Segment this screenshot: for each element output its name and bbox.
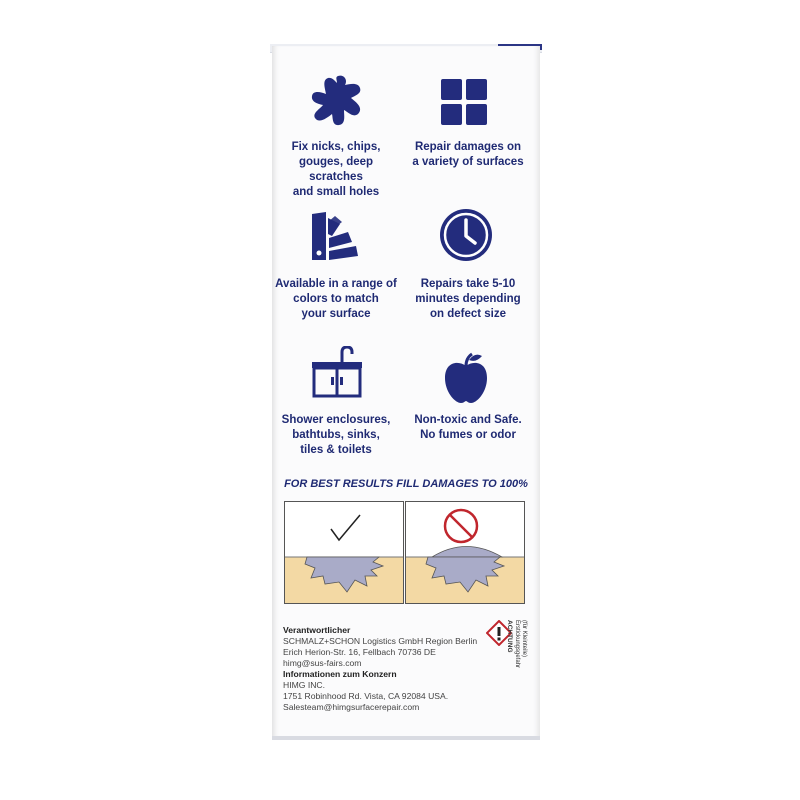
legal-line: 1751 Robinhood Rd. Vista, CA 92084 USA.	[283, 691, 449, 701]
feature-line: Repairs take 5-10	[420, 278, 516, 290]
feature-line: No fumes or odor	[420, 429, 516, 441]
feature-text-surfaces	[271, 413, 401, 458]
feature-text-non-toxic	[403, 413, 533, 443]
feature-line: your surface	[301, 308, 371, 320]
company-heading: Informationen zum Konzern	[283, 669, 397, 679]
legal-line: Erich Herion-Str. 16, Fellbach 70736 DE	[283, 647, 436, 657]
feature-text-repair-damages	[403, 140, 533, 170]
feature-line: tiles & toilets	[300, 444, 372, 456]
warning-line: Erstickungsgefahr	[514, 620, 520, 669]
legal-block	[283, 625, 477, 713]
feature-line: on defect size	[429, 308, 507, 320]
checkmark-icon	[331, 515, 360, 540]
feature-line: minutes depending	[415, 293, 521, 305]
feature-line: a variety of surfaces	[412, 156, 524, 168]
sink-cabinet-icon	[312, 346, 362, 398]
apple-icon	[442, 352, 490, 404]
correct-fill-illustration	[284, 501, 404, 604]
prohibited-icon	[445, 510, 477, 542]
warning-line: (für Kleinteile)	[521, 620, 527, 658]
feature-line: colors to match	[293, 293, 379, 305]
warning-title: ACHTUNG	[506, 620, 513, 653]
feature-text-repair-time	[403, 277, 533, 322]
feature-line: and small holes	[292, 186, 380, 198]
overfill-illustration	[405, 501, 525, 604]
feature-line: Non-toxic and Safe.	[414, 414, 522, 426]
tiles-icon	[441, 79, 487, 125]
feature-line: Available in a range of	[275, 278, 397, 290]
feature-line: bathtubs, sinks,	[292, 429, 380, 441]
legal-line: HIMG INC.	[283, 680, 326, 690]
feature-text-fix-nicks	[271, 140, 401, 200]
legal-line: Salesteam@himgsurfacerepair.com	[283, 702, 420, 712]
feature-line: Repair damages on	[414, 141, 522, 153]
feature-line: Fix nicks, chips,	[291, 141, 381, 153]
warning-text	[505, 620, 555, 690]
legal-line: SCHMALZ+SCHON Logistics GmbH Region Berlin	[283, 636, 478, 646]
feature-text-colors	[271, 277, 401, 322]
feature-line: Shower enclosures,	[281, 414, 391, 426]
responsible-heading: Verantwortlicher	[283, 625, 351, 635]
color-swatch-icon	[310, 210, 368, 262]
splat-icon	[308, 72, 366, 128]
legal-line: himg@sus-fairs.com	[283, 658, 362, 668]
best-results-heading: FOR BEST RESULTS FILL DAMAGES TO 100%	[284, 478, 528, 490]
feature-line: gouges, deep scratches	[298, 156, 374, 183]
box-bottom-edge	[272, 736, 540, 740]
clock-icon	[439, 208, 493, 262]
